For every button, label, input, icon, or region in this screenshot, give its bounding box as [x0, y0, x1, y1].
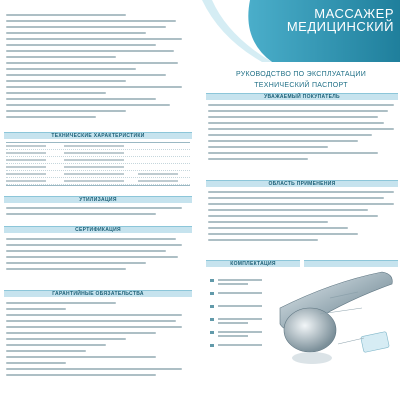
section-heading-application: ОБЛАСТЬ ПРИМЕНЕНИЯ	[268, 181, 336, 187]
disposal-text	[6, 207, 190, 219]
list-item	[210, 276, 280, 289]
section-band-warranty	[4, 290, 192, 297]
list-item	[210, 328, 280, 341]
section-band-appearance	[304, 260, 398, 267]
right-page	[202, 0, 400, 400]
left-intro-text	[6, 14, 190, 122]
list-item	[210, 302, 280, 315]
table-row	[6, 164, 190, 171]
section-heading-certification: СЕРТИФИКАЦИЯ	[75, 227, 121, 233]
section-heading-customer: УВАЖАЕМЫЙ ПОКУПАТЕЛЬ	[264, 94, 340, 100]
product-title-line2: МЕДИЦИНСКИЙ	[286, 19, 394, 34]
section-band-customer	[206, 93, 398, 100]
section-heading-specs: ТЕХНИЧЕСКИЕ ХАРАКТЕРИСТИКИ	[51, 133, 145, 139]
subtitle-passport: ТЕХНИЧЕСКИЙ ПАСПОРТ	[254, 82, 348, 89]
kit-list	[210, 276, 280, 354]
subtitle-manual: РУКОВОДСТВО ПО ЭКСПЛУАТАЦИИ	[235, 71, 367, 78]
section-heading-disposal: УТИЛИЗАЦИЯ	[79, 197, 117, 203]
section-band-disposal	[4, 196, 192, 203]
list-item	[210, 315, 280, 328]
table-row	[6, 150, 190, 157]
list-item	[210, 289, 280, 302]
massager-device-illustration	[272, 268, 400, 386]
specs-table	[6, 142, 190, 186]
table-row	[6, 157, 190, 164]
section-band-application	[206, 180, 398, 187]
section-band-kit	[206, 260, 300, 267]
product-title-line1: МАССАЖЕР	[314, 6, 394, 21]
list-item	[210, 341, 280, 354]
section-band-specs	[4, 132, 192, 139]
warranty-text	[6, 302, 190, 380]
table-row	[6, 143, 190, 150]
table-row	[6, 171, 190, 178]
customer-text	[208, 104, 396, 164]
left-page	[0, 0, 196, 400]
section-heading-warranty: ГАРАНТИЙНЫЕ ОБЯЗАТЕЛЬСТВА	[52, 291, 144, 297]
table-row	[6, 178, 190, 185]
application-text	[208, 191, 396, 245]
certification-text	[6, 238, 190, 274]
section-heading-kit: КОМПЛЕКТАЦИЯ	[230, 261, 276, 267]
section-band-certification	[4, 226, 192, 233]
